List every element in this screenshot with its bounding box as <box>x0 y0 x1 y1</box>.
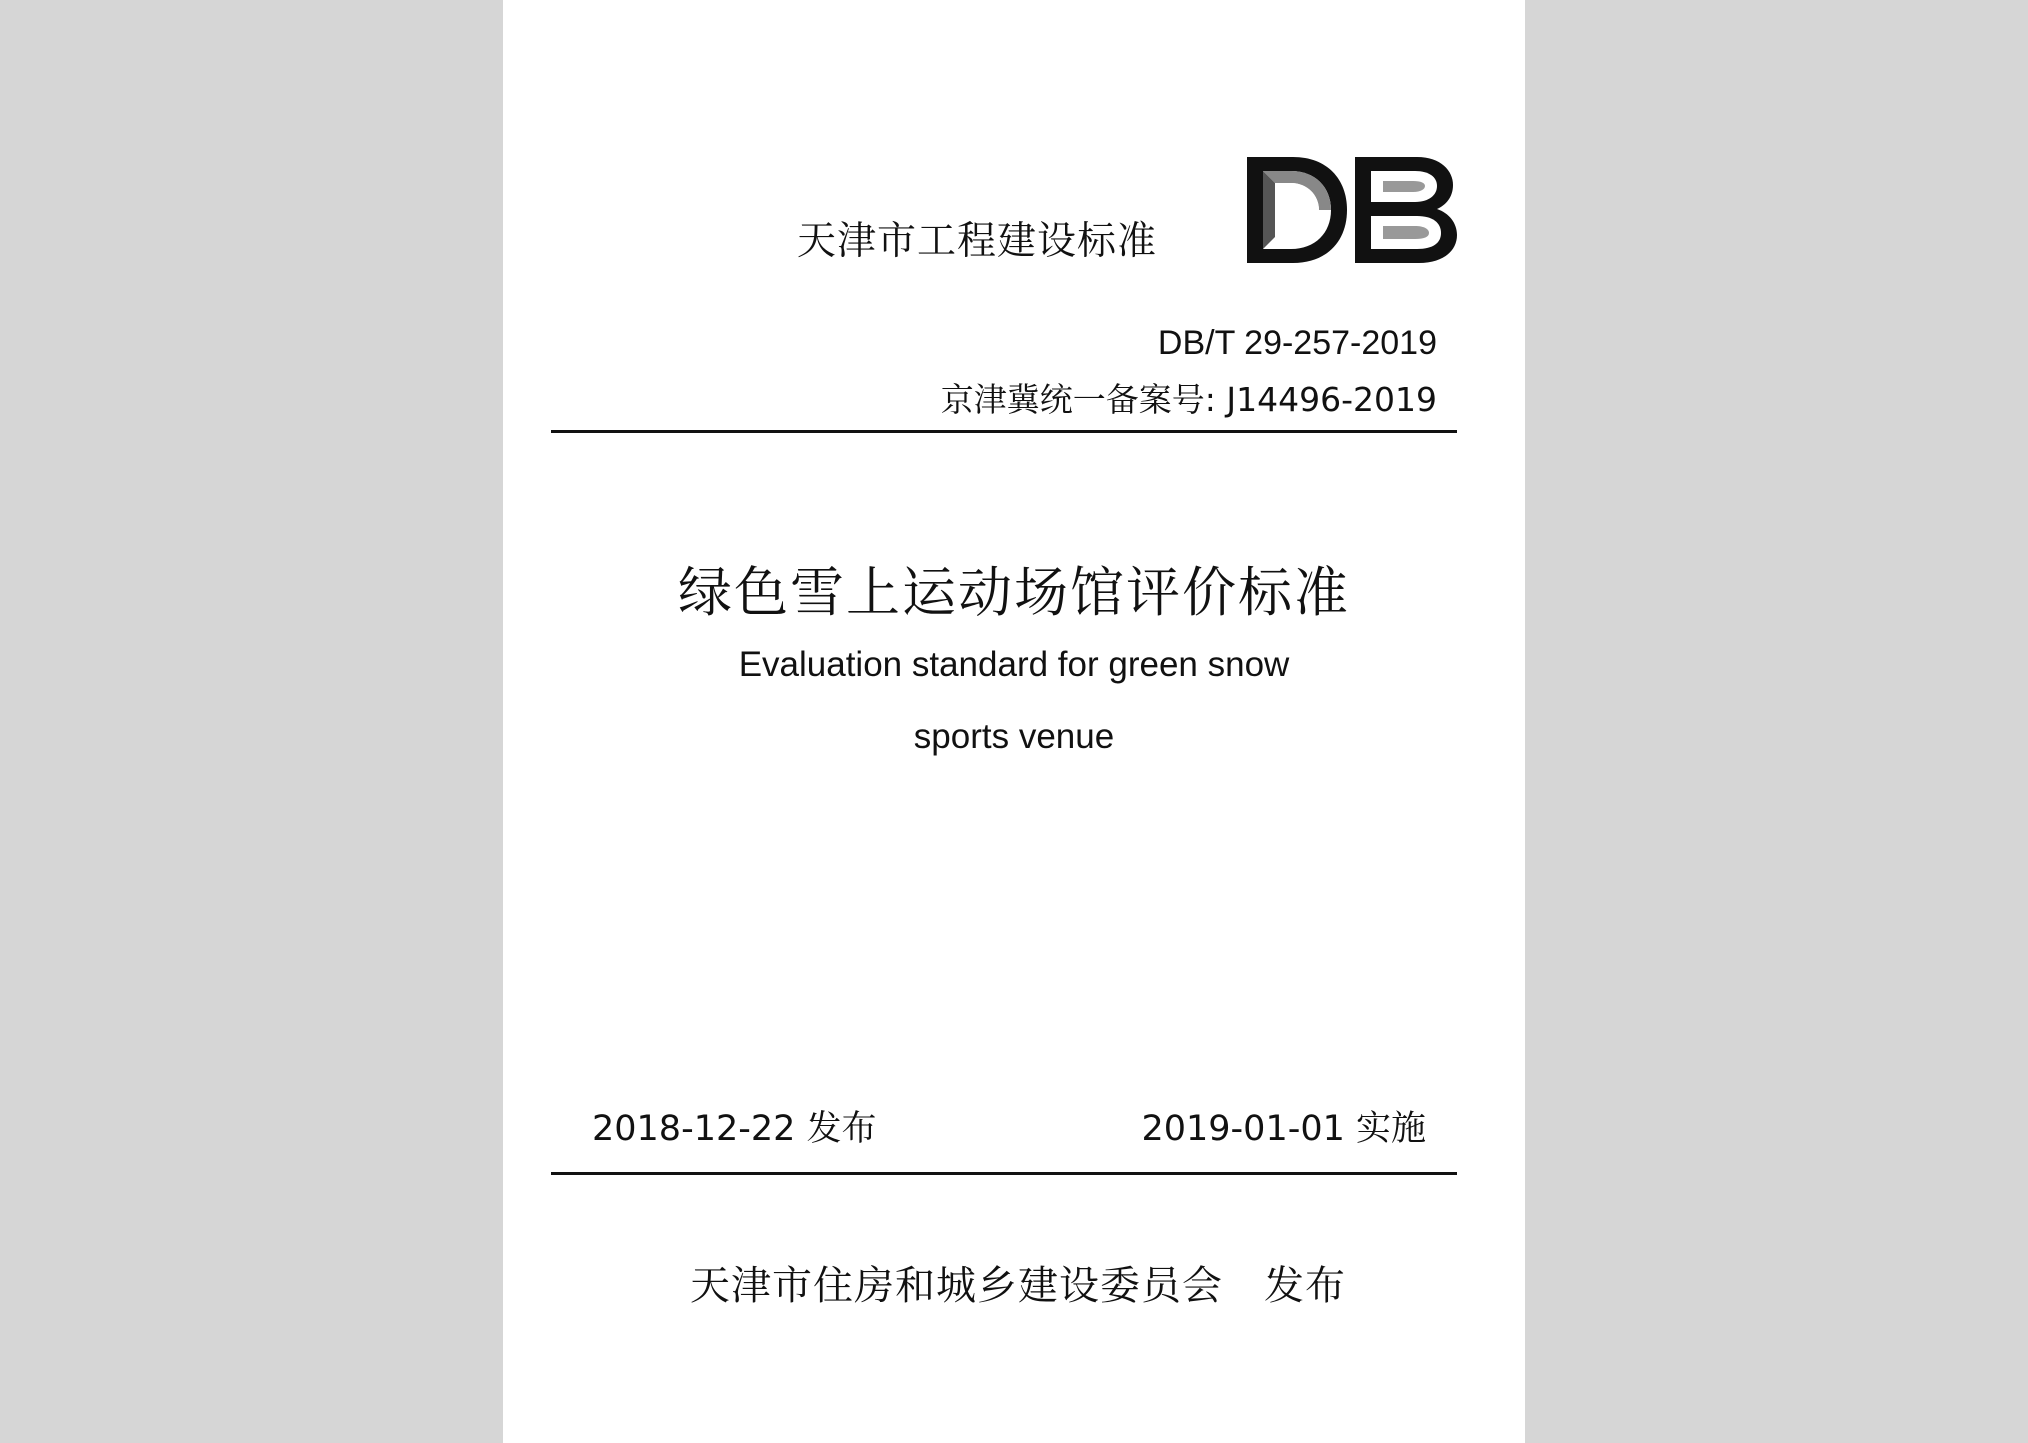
top-divider <box>551 430 1457 433</box>
document-title-en-line1: Evaluation standard for green snow <box>738 645 1290 684</box>
db-logo-letter-d <box>1247 157 1347 263</box>
standard-number: DB/T 29-257-2019 <box>1157 324 1437 362</box>
issue-date: 2018-12-22 发布 <box>592 1109 877 1149</box>
publisher: 天津市住房和城乡建设委员会 发布 <box>690 1263 1346 1309</box>
document-title-en-line2: sports venue <box>913 717 1115 756</box>
document-title-cn: 绿色雪上运动场馆评价标准 <box>678 561 1350 624</box>
effective-date: 2019-01-01 实施 <box>1141 1109 1426 1149</box>
series-title: 天津市工程建设标准 <box>797 219 1158 264</box>
db-logo-letter-b <box>1355 157 1457 263</box>
record-number: 京津冀统一备案号: J14496-2019 <box>940 380 1437 419</box>
db-logo <box>1245 155 1457 265</box>
bottom-divider <box>551 1172 1457 1175</box>
